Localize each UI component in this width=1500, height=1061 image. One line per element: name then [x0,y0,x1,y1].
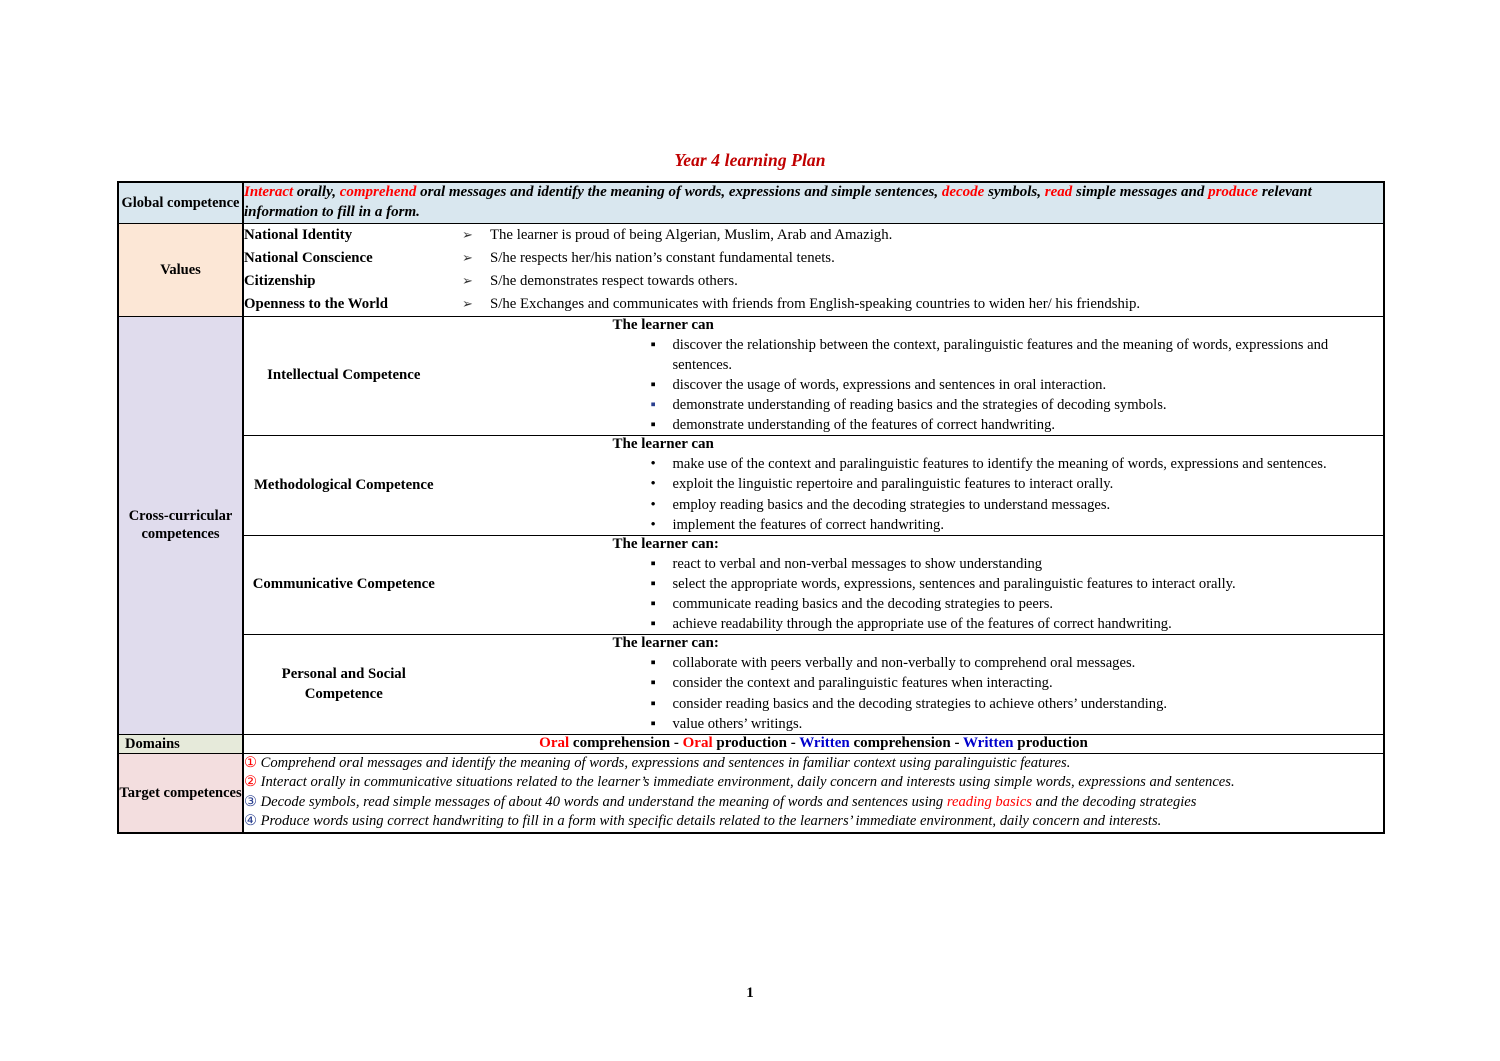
domain-segment: Written [799,735,850,752]
arrow-bullet-icon: ➢ [462,272,473,288]
value-description-text: S/he Exchanges and communicates with friends from English-speaking countries to widen her/ his friendship. [490,295,1141,312]
row-label-values: Values [118,223,243,316]
target-competence-item [244,754,1383,773]
target-competence-highlight: reading basics [946,793,1032,810]
domain-segment: Oral [539,735,570,752]
domain-segment: Oral [682,735,713,752]
row-label-global-competence: Global competence [118,182,243,223]
list-item [244,224,1383,247]
competence-name: Intellectual Competence [244,317,444,436]
competence-details [444,317,1383,436]
value-description-text: The learner is proud of being Algerian, Muslim, Arab and Amazigh. [490,226,893,243]
value-term: Openness to the World [244,295,389,312]
global-competence-segment: Interact [244,184,294,200]
domain-segment: comprehension - [569,735,683,752]
target-competence-text: Produce words using correct handwriting to fill in a form with specific details related to the learners’ immediate environment, daily concern and interests. [260,813,1162,830]
table-row-cross-curricular [118,316,1384,734]
row-label-cross-curricular: Cross-curricular competences [118,316,243,734]
domain-segment: Written [962,735,1014,752]
competence-heading: The learner can: [612,635,719,652]
competence-heading: The learner can: [612,535,719,552]
competence-bullet-list [445,335,1384,436]
list-item: ▪ demonstrate understanding of the features of correct handwriting. [673,415,1384,435]
target-competence-item [244,773,1383,792]
competence-bullet-list [445,554,1384,635]
list-item: • make use of the context and paralinguistic features to identify the meaning of words, expressions and sentences. [673,454,1384,474]
list-item [244,247,1383,270]
learning-plan-table [117,181,1385,834]
value-description-text: S/he respects her/his nation’s constant fundamental tenets. [490,249,835,266]
global-competence-content [243,182,1384,223]
target-competence-marker: ① [244,754,261,771]
list-item: ▪ discover the relationship between the context, paralinguistic features and the meaning of words, expressions and sentences. [673,335,1384,375]
list-item: ▪ value others’ writings. [673,714,1384,734]
list-item: ▪ consider reading basics and the decoding strategies to achieve others’ understanding. [673,694,1384,714]
list-item [244,270,1383,293]
page-number: 1 [746,985,754,1001]
list-item: ▪ react to verbal and non-verbal messages to show understanding [673,554,1384,574]
competence-name: Personal and Social Competence [244,635,444,734]
cross-curricular-group [244,436,1383,535]
table-row-target-competences [118,753,1384,832]
target-competence-marker: ④ [244,813,261,830]
arrow-bullet-icon: ➢ [462,295,473,311]
global-competence-segment: orally, [293,184,340,200]
list-item: • exploit the linguistic repertoire and paralinguistic features to interact orally. [673,474,1384,494]
target-competence-text: Interact orally in communicative situations related to the learner’s immediate environment, daily concern and interests using simple words, expressions and sentences. [260,774,1235,791]
value-description [462,224,1383,247]
list-item: ▪ communicate reading basics and the decoding strategies to peers. [673,594,1384,614]
list-item: ▪ discover the usage of words, expressions and sentences in oral interaction. [673,375,1384,395]
values-list [244,224,1383,316]
value-term: National Conscience [244,249,373,266]
competence-bullet-list [445,653,1384,734]
global-competence-segment: decode [941,184,985,200]
row-label-target-competences: Target competences [118,753,243,832]
global-competence-segment: oral messages and identify the meaning of words, expressions and simple sentences, [416,184,942,200]
cross-curricular-groups [244,317,1383,734]
global-competence-segment: read [1044,184,1073,200]
target-competence-text: and the decoding strategies [1031,793,1197,810]
target-competence-item [244,812,1383,831]
table-row-global-competence [118,182,1384,223]
value-term: Citizenship [244,272,316,289]
competence-name: Communicative Competence [244,535,444,634]
list-item: ▪ achieve readability through the appropriate use of the features of correct handwriting. [673,614,1384,634]
global-competence-segment: produce [1208,184,1259,200]
row-label-domains: Domains [118,734,243,753]
global-competence-segment: relevant information to fill in a form. [244,184,1312,220]
competence-heading: The learner can [612,436,714,453]
table-row-values [118,223,1384,316]
list-item: ▪ demonstrate understanding of reading basics and the strategies of decoding symbols. [673,395,1384,415]
list-item: ▪ collaborate with peers verbally and non-verbally to comprehend oral messages. [673,653,1384,673]
list-item: • implement the features of correct handwriting. [673,515,1384,535]
domain-segment: production [1013,735,1088,752]
domain-segment: production - [712,735,800,752]
cross-curricular-content [243,316,1384,734]
target-competence-item [244,793,1383,812]
arrow-bullet-icon: ➢ [462,249,473,265]
list-item: • employ reading basics and the decoding strategies to understand messages. [673,495,1384,515]
value-description-text: S/he demonstrates respect towards others. [490,272,738,289]
target-competences-content [243,753,1384,832]
list-item: ▪ select the appropriate words, expressions, sentences and paralinguistic features to interact orally. [673,574,1384,594]
list-item [244,293,1383,316]
competence-bullet-list [445,454,1384,535]
target-competence-marker: ② [244,774,261,791]
table-row-domains [118,734,1384,753]
page-title: Year 4 learning Plan [674,150,826,170]
value-description [462,270,1383,293]
values-content [243,223,1384,316]
competence-name: Methodological Competence [244,436,444,535]
value-description [462,247,1383,270]
value-term: National Identity [244,226,353,243]
cross-curricular-group [244,535,1383,634]
global-competence-segment: symbols, [984,184,1045,200]
cross-curricular-group [244,635,1383,734]
competence-details [444,436,1383,535]
competence-details [444,635,1383,734]
global-competence-segment: comprehend [339,184,417,200]
target-competence-text: Comprehend oral messages and identify the meaning of words, expressions and sentences in familiar context using paralinguistic features. [260,754,1071,771]
list-item: ▪ consider the context and paralinguistic features when interacting. [673,673,1384,693]
global-competence-segment: simple messages and [1072,184,1209,200]
competence-details [444,535,1383,634]
domain-segment: comprehension - [849,735,963,752]
cross-curricular-group [244,317,1383,436]
value-description [462,293,1383,316]
target-competence-text: Decode symbols, read simple messages of about 40 words and understand the meaning of words and sentences using [260,793,947,810]
competence-heading: The learner can [612,316,714,333]
domains-content [243,734,1384,753]
arrow-bullet-icon: ➢ [462,226,473,242]
target-competence-marker: ③ [244,793,261,810]
